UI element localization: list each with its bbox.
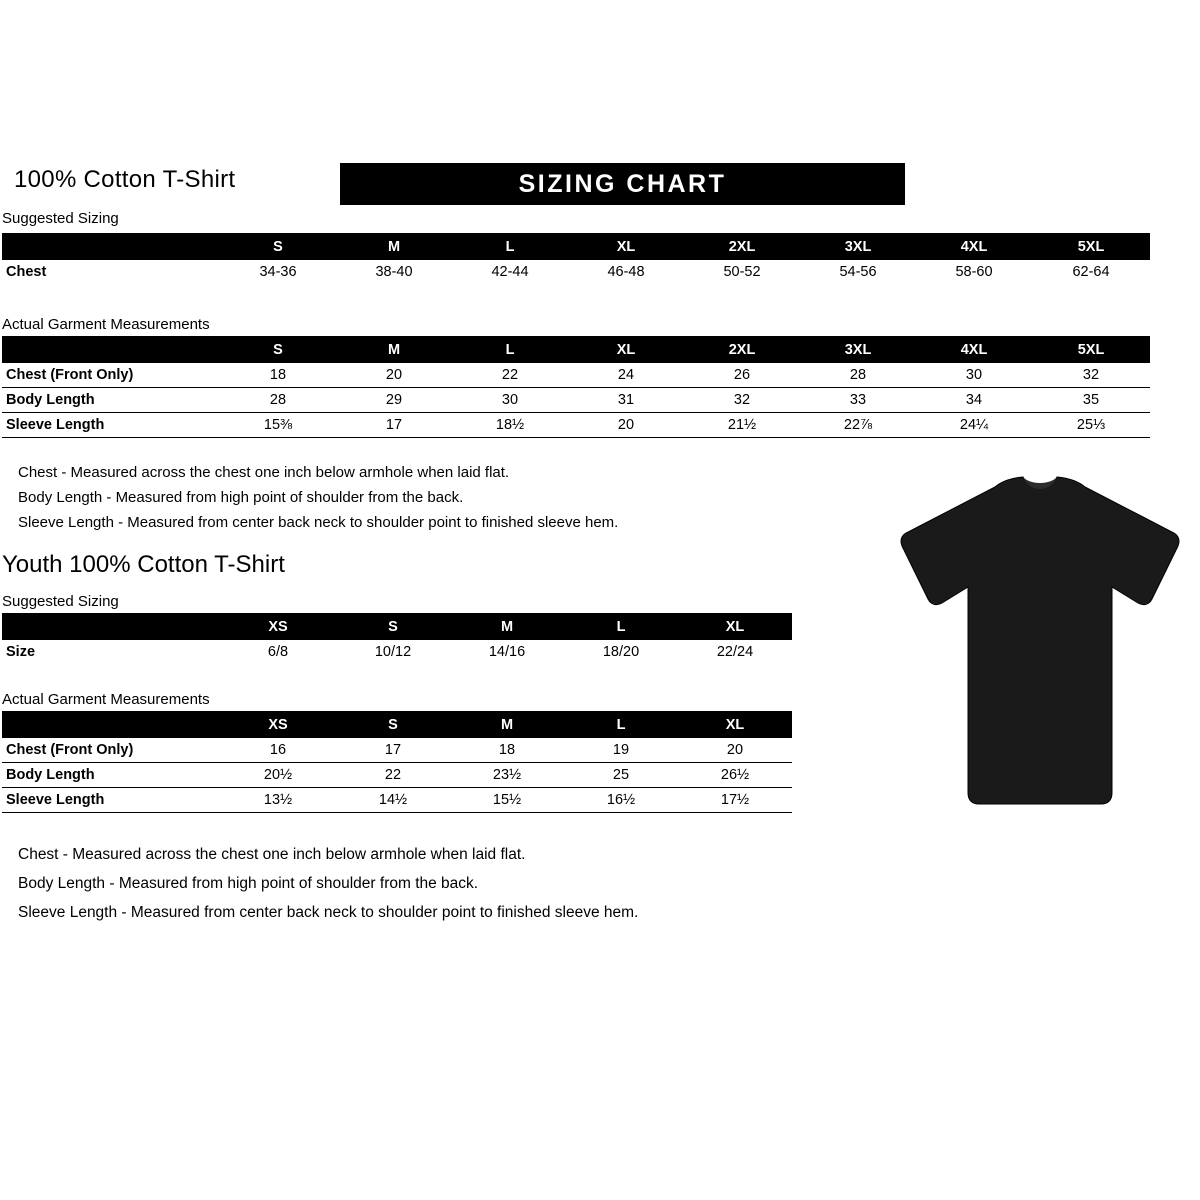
data-cell: 22: [452, 363, 568, 388]
data-cell: 32: [684, 388, 800, 413]
header-cell: M: [500, 716, 514, 733]
data-cell: 23½: [450, 763, 564, 788]
table-row: [2, 738, 792, 763]
header-cell: L: [616, 716, 626, 733]
header-cell: [2, 711, 220, 738]
adult-suggested-table: [2, 233, 1150, 284]
note-line: Body Length - Measured from high point of shoulder from the back.: [18, 489, 464, 506]
youth-section-title: Youth 100% Cotton T-Shirt: [2, 551, 285, 578]
data-cell: 25⅓: [1032, 413, 1150, 438]
header-cell: M: [387, 341, 401, 358]
data-cell: 21½: [684, 413, 800, 438]
row-label: Chest (Front Only): [2, 363, 220, 388]
table-row: [2, 363, 1150, 388]
data-cell: 16: [220, 738, 336, 763]
data-cell: 35: [1032, 388, 1150, 413]
data-cell: 33: [800, 388, 916, 413]
data-cell: 6/8: [267, 644, 289, 660]
data-cell: 15⅜: [220, 413, 336, 438]
header-cell: M: [500, 618, 514, 635]
data-cell: 20½: [220, 763, 336, 788]
data-cell: 20: [336, 363, 452, 388]
row-label: Sleeve Length: [2, 788, 220, 813]
tshirt-icon: [890, 475, 1190, 820]
header-cell: S: [273, 341, 283, 358]
data-cell: 20: [568, 413, 684, 438]
header-cell: XS: [268, 716, 288, 733]
data-cell: 18½: [452, 413, 568, 438]
adult-suggested-label: Suggested Sizing: [2, 210, 119, 227]
header-cell: XL: [616, 238, 636, 255]
adult-section-title: 100% Cotton T-Shirt: [14, 166, 236, 193]
data-cell: 16½: [564, 788, 678, 813]
header-cell: M: [387, 238, 401, 255]
youth-suggested-label: Suggested Sizing: [2, 593, 119, 610]
data-cell: 31: [568, 388, 684, 413]
data-cell: 20: [678, 738, 792, 763]
data-cell: 14½: [336, 788, 450, 813]
note-line: Body Length - Measured from high point of shoulder from the back.: [18, 875, 479, 892]
header-cell: L: [505, 341, 515, 358]
data-cell: 15½: [450, 788, 564, 813]
row-label: Chest (Front Only): [2, 738, 220, 763]
adult-actual-label: Actual Garment Measurements: [2, 316, 210, 333]
table-row: [2, 788, 792, 813]
table-row: [2, 640, 792, 664]
header-cell: XL: [616, 341, 636, 358]
adult-measurement-notes: [18, 460, 618, 535]
data-cell: 58-60: [955, 264, 993, 280]
youth-actual-label: Actual Garment Measurements: [2, 691, 210, 708]
header-cell: 3XL: [844, 238, 872, 255]
data-cell: 24: [568, 363, 684, 388]
note-line: Chest - Measured across the chest one inch below armhole when laid flat.: [18, 846, 526, 863]
data-cell: 26: [684, 363, 800, 388]
header-cell: 2XL: [728, 238, 756, 255]
table-row: [2, 260, 1150, 284]
data-cell: 18: [450, 738, 564, 763]
youth-measurement-notes: [18, 840, 638, 927]
header-cell: 5XL: [1077, 341, 1105, 358]
row-label: Sleeve Length: [2, 413, 220, 438]
sizing-chart-banner-label: SIZING CHART: [518, 170, 727, 198]
header-cell: L: [505, 238, 515, 255]
data-cell: 17½: [678, 788, 792, 813]
header-cell: S: [388, 716, 398, 733]
note-line: Chest - Measured across the chest one inch below armhole when laid flat.: [18, 464, 510, 481]
data-cell: 54-56: [839, 264, 877, 280]
data-cell: 28: [220, 388, 336, 413]
data-cell: 62-64: [1072, 264, 1110, 280]
row-label: Chest: [6, 264, 47, 280]
data-cell: 22⅞: [800, 413, 916, 438]
data-cell: 17: [336, 738, 450, 763]
row-label: Body Length: [2, 763, 220, 788]
header-cell: [2, 613, 220, 640]
row-label: Size: [6, 644, 36, 660]
header-cell: L: [616, 618, 626, 635]
sizing-chart-banner: [340, 163, 905, 205]
note-line: Sleeve Length - Measured from center back neck to shoulder point to finished sleeve hem.: [18, 904, 639, 921]
youth-suggested-table: [2, 613, 792, 664]
header-cell: 4XL: [960, 341, 988, 358]
header-cell: [2, 233, 220, 260]
table-header-row: [2, 233, 1150, 260]
data-cell: 42-44: [491, 264, 529, 280]
data-cell: 29: [336, 388, 452, 413]
data-cell: 18: [220, 363, 336, 388]
data-cell: 24¼: [916, 413, 1032, 438]
data-cell: 32: [1032, 363, 1150, 388]
header-cell: S: [273, 238, 283, 255]
data-cell: 25: [564, 763, 678, 788]
table-header-row: [2, 711, 792, 738]
table-row: [2, 388, 1150, 413]
header-cell: 4XL: [960, 238, 988, 255]
header-cell: S: [388, 618, 398, 635]
data-cell: 10/12: [374, 644, 412, 660]
data-cell: 19: [564, 738, 678, 763]
header-cell: XL: [725, 716, 745, 733]
tshirt-illustration: [890, 475, 1190, 820]
note-line: Sleeve Length - Measured from center back neck to shoulder point to finished sleeve hem.: [18, 514, 619, 531]
data-cell: 30: [452, 388, 568, 413]
data-cell: 50-52: [723, 264, 761, 280]
data-cell: 34-36: [259, 264, 297, 280]
data-cell: 28: [800, 363, 916, 388]
data-cell: 30: [916, 363, 1032, 388]
header-cell: 2XL: [728, 341, 756, 358]
data-cell: 17: [336, 413, 452, 438]
data-cell: 46-48: [607, 264, 645, 280]
adult-actual-table: [2, 336, 1150, 438]
data-cell: 22: [336, 763, 450, 788]
row-label: Body Length: [2, 388, 220, 413]
table-row: [2, 413, 1150, 438]
header-cell: [2, 336, 220, 363]
header-cell: XL: [725, 618, 745, 635]
data-cell: 26½: [678, 763, 792, 788]
header-cell: 5XL: [1077, 238, 1105, 255]
header-cell: 3XL: [844, 341, 872, 358]
data-cell: 14/16: [488, 644, 526, 660]
youth-actual-table: [2, 711, 792, 813]
table-header-row: [2, 336, 1150, 363]
data-cell: 22/24: [716, 644, 754, 660]
table-row: [2, 763, 792, 788]
data-cell: 34: [916, 388, 1032, 413]
data-cell: 18/20: [602, 644, 640, 660]
header-cell: XS: [268, 618, 288, 635]
data-cell: 38-40: [375, 264, 413, 280]
table-header-row: [2, 613, 792, 640]
data-cell: 13½: [220, 788, 336, 813]
